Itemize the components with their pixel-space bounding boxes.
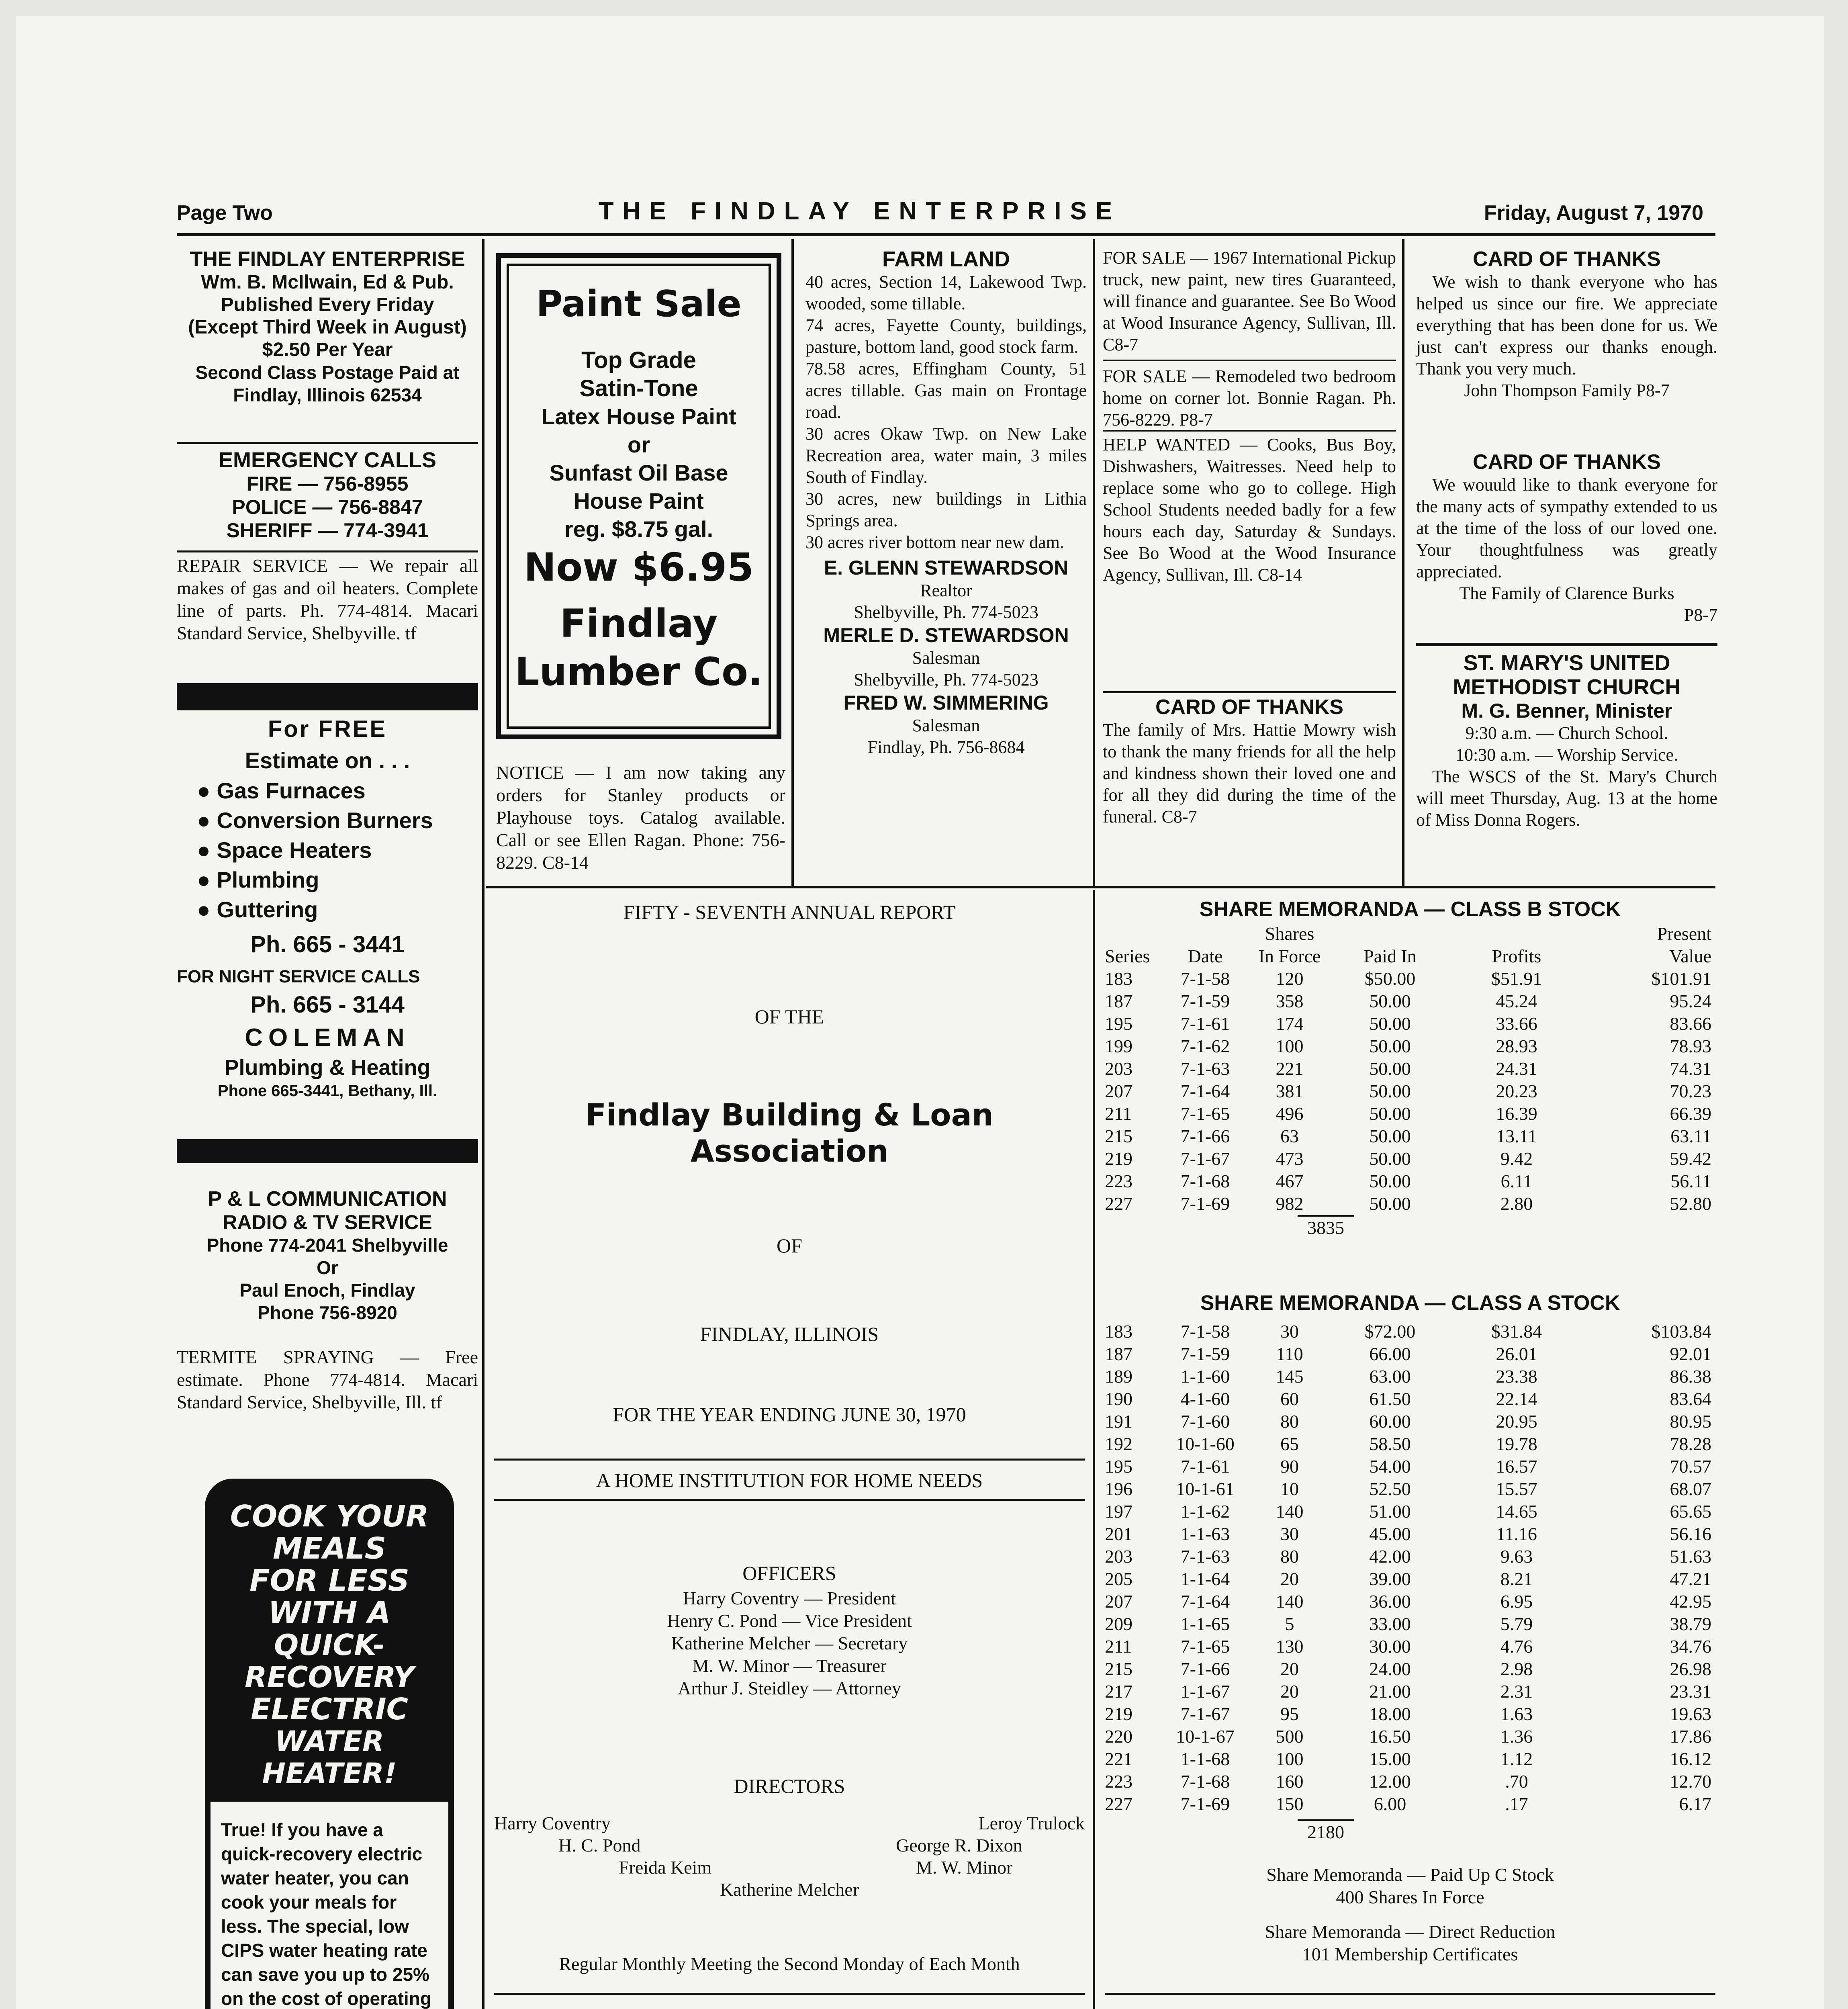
card-of-thanks-thompson: CARD OF THANKS We wish to thank everyone who has helped us since our fire. We appreciate everything that has been done for us. We just can't express our thanks enough. Thank you very much. John Thompson Family P8-7 [1416,248,1717,400]
table-cell: 45.24 [1496,991,1537,1011]
table-cell: 7-1-69 [1180,1794,1230,1814]
table-cell: 982 [1276,1193,1304,1214]
table-cell: 1-1-63 [1180,1524,1230,1544]
class-a-total: 2180 [1298,1819,1354,1843]
table-row [1105,1343,1715,1365]
table-cell: 20 [1280,1659,1299,1679]
table-cell: 223 [1105,1171,1133,1191]
cips-headline: COOK YOUR MEALS FOR LESS WITH A QUICK-RECOVERY ELECTRIC WATER HEATER! [211,1484,448,1802]
table-cell: 496 [1276,1103,1304,1124]
table-row [1105,1320,1715,1343]
table-cell: 66.39 [1670,1103,1711,1124]
column-rule [482,239,484,2009]
table-cell: 7-1-61 [1180,1456,1230,1477]
table-row [1105,1635,1715,1658]
table-cell: $101.91 [1651,968,1711,989]
table-cell: 56.16 [1670,1524,1711,1544]
table-cell: 1-1-67 [1180,1681,1230,1702]
table-cell: 4-1-60 [1180,1389,1230,1409]
annual-report-title: FIFTY - SEVENTH ANNUAL REPORT OF THE Findlay Building & Loan Association OF FINDLAY, ILLINOIS FOR THE YEAR ENDING JUNE 30, 1970 [494,900,1085,1426]
publisher-box: THE FINDLAY ENTERPRISE Wm. B. McIlwain, Ed & Pub. Published Every Friday (Except Third Week in August) $2.50 Per Year Second Class Postage Paid at Findlay, Illinois 62534 [188,248,467,405]
table-cell: 15.57 [1496,1479,1537,1499]
table-cell: 120 [1276,968,1304,989]
table-cell: 227 [1105,1794,1133,1814]
officers-list: OFFICERS Harry Coventry — President Henry C. Pond — Vice President Katherine Melcher — Secretary M. W. Minor — Treasurer Arthur J. Steidley — Attorney [667,1562,912,1698]
table-cell: 174 [1276,1013,1304,1034]
table-cell: 52.80 [1670,1193,1711,1214]
table-cell: 203 [1105,1546,1133,1567]
table-cell: 9.63 [1500,1546,1533,1567]
table-cell: 54.00 [1369,1456,1411,1477]
table-cell: 7-1-65 [1180,1103,1230,1124]
table-cell: 63.11 [1670,1126,1711,1146]
motto: A HOME INSTITUTION FOR HOME NEEDS [596,1469,983,1491]
table-cell: 192 [1105,1434,1133,1454]
table-row [1105,1500,1715,1523]
newspaper-page [16,16,1824,2009]
list-item: 78.58 acres, Effingham County, 51 acres tillable. Gas main on Frontage road. [805,359,1087,422]
table-cell: 17.86 [1670,1726,1711,1747]
truck-forsale-ad: FOR SALE — 1967 International Pickup truck, new paint, new tires Guaranteed, will finance and guarantee. See Bo Wood at Wood Insurance Agency, Sullivan, Ill. C8-7 [1103,248,1396,354]
table-cell: 187 [1105,1344,1133,1364]
list-item: ● Guttering [197,897,318,922]
table-cell: 86.38 [1670,1366,1711,1387]
table-cell: 63.00 [1369,1366,1411,1387]
coleman-ad: For FREE Estimate on . . . ● Gas Furnaces ● Conversion Burners ● Space Heaters ● Plumbing ● Guttering Ph. 665 - 3441 FOR NIGHT SERVICE CALLS Ph. 665 - 3144 COLEMAN Plumbing & Heating Phone 665-3441, Bethany, Ill. [177,713,478,1101]
table-cell: 34.76 [1670,1636,1711,1657]
table-row [1105,1365,1715,1388]
table-cell: 7-1-69 [1180,1193,1230,1214]
table-cell: 5 [1285,1614,1294,1634]
table-cell: 66.00 [1369,1344,1411,1364]
table-cell: 8.21 [1500,1569,1533,1589]
table-cell: 51.63 [1670,1546,1711,1567]
table-cell: 227 [1105,1193,1133,1214]
table-cell: 473 [1276,1148,1304,1169]
table-cell: 211 [1105,1636,1132,1657]
list-item: 74 acres, Fayette County, buildings, pasture, bottom land, good stock farm. [805,315,1087,357]
table-cell: 20 [1280,1681,1299,1702]
table-cell: .70 [1505,1771,1528,1792]
table-cell: 50.00 [1369,1013,1411,1034]
table-cell: 1-1-60 [1180,1366,1230,1387]
table-cell: 83.66 [1670,1013,1711,1034]
table-cell: 358 [1276,991,1304,1011]
table-cell: 6.95 [1500,1591,1533,1612]
directors-list: DIRECTORS Harry Coventry Leroy Trulock H. C. Pond George R. Dixon Freida Keim M. W. Minor Katherine Melcher [494,1775,1085,1900]
meeting-notice: Regular Monthly Meeting the Second Monday of Each Month [559,1954,1020,1974]
table-cell: 1-1-65 [1180,1614,1230,1634]
table-cell: 6.00 [1374,1794,1406,1814]
table-cell: 7-1-66 [1180,1126,1230,1146]
table-cell: 36.00 [1369,1591,1411,1612]
table-row [1105,1035,1715,1058]
table-cell: 33.66 [1496,1013,1537,1034]
table-cell: 2.80 [1500,1193,1533,1214]
table-cell: 130 [1276,1636,1304,1657]
table-cell: 95 [1280,1704,1299,1724]
farm-land-ad: FARM LAND 40 acres, Section 14, Lakewood Twp. wooded, some tillable. 74 acres, Fayette County, buildings, pasture, bottom land, good stock farm. 78.58 acres, Effingham County, 51 acres tillable. Gas main on Frontage road. 30 acres Okaw Twp. on New Lake Recreation area, water main, 3 miles South of Findlay. 30 acres, new buildings in Lithia Springs area. 30 acres river bottom near new dam. E. GLENN STEWARDSON Realtor Shelbyville, Ph. 774-5023 MERLE D. STEWARDSON Salesman Shelbyville, Ph. 774-5023 FRED W. SIMMERING Salesman Findlay, Ph. 756-8684 [805,247,1087,757]
table-cell: 11.16 [1496,1524,1537,1544]
table-cell: 7-1-60 [1180,1411,1230,1432]
table-cell: 221 [1105,1749,1133,1769]
table-cell: 30 [1280,1524,1299,1544]
table-cell: 203 [1105,1058,1133,1079]
table-cell: 195 [1105,1456,1133,1477]
table-cell: 78.28 [1670,1434,1711,1454]
table-cell: 7-1-67 [1180,1704,1230,1724]
table-cell: 95.24 [1670,991,1711,1011]
class-b-table: SHARE MEMORANDA — CLASS B STOCK Shares Present Series Date In Force Paid In Profits Value 183 7-1-58 120 $50.00 $51.91 $101.91 187 7-1-59 358 50.00 45.24 95.24 195 7-1-61 174 50.00 33.66 83.66 199 7-1-62 100 50.00 28.93 78.93 203 7-1-63 221 50.00 24.31 74.31 207 7-1-64 381 50.00 20.23 70.23 211 7-1-65 496 50.00 16.39 66.39 215 7-1-66 63 50.00 13.11 63.11 219 7-1-67 473 50.00 9.42 59.42 223 7-1-68 467 50.00 6.11 56.11 227 7-1-69 982 50.00 2.80 52.80 3835 [1105,896,1715,1239]
table-row [1105,1058,1715,1080]
table-cell: 60 [1280,1389,1299,1409]
table-cell: 110 [1276,1344,1303,1364]
table-cell: 52.50 [1369,1479,1411,1499]
table-cell: 80 [1280,1546,1299,1567]
table-cell: 70.23 [1670,1081,1711,1101]
table-cell: 19.78 [1496,1434,1537,1454]
help-wanted-ad: HELP WANTED — Cooks, Bus Boy, Dishwashers, Waitresses. Need help to replace some who go to college. High School Students needed badly for a few hours each day, Saturday & Sundays. See Bo Wood at the Wood Insurance Agency, Sullivan, Ill. C8-14 [1103,435,1396,585]
table-cell: 50.00 [1369,1171,1411,1191]
table-cell: 38.79 [1670,1614,1711,1634]
table-cell: 9.42 [1500,1148,1533,1169]
table-cell: 13.11 [1496,1126,1537,1146]
table-row [1105,1793,1715,1815]
table-cell: 7-1-64 [1180,1081,1230,1101]
table-cell: 160 [1276,1771,1304,1792]
paint-sale-ad: Paint Sale Top Grade Satin-Tone Latex House Paint or Sunfast Oil Base House Paint reg. $8.75 gal. Now $6.95 Findlay Lumber Co. [496,253,781,739]
table-cell: 24.31 [1496,1058,1537,1079]
column-rule [1093,890,1095,2009]
table-cell: 145 [1276,1366,1304,1387]
home-forsale-ad: FOR SALE — Remodeled two bedroom home on corner lot. Bonnie Ragan. Ph. 756-8229. P8-7 [1103,366,1396,430]
list-item: ● Conversion Burners [197,808,433,833]
table-row [1105,1748,1715,1770]
table-cell: 195 [1105,1013,1133,1034]
issue-date: Friday, August 7, 1970 [1484,201,1703,225]
table-row [1105,1080,1715,1103]
table-cell: 190 [1105,1389,1133,1409]
table-cell: 140 [1276,1591,1304,1612]
table-cell: 223 [1105,1771,1133,1792]
table-cell: $51.91 [1491,968,1542,989]
table-cell: 4.76 [1500,1636,1533,1657]
table-cell: 7-1-63 [1180,1546,1230,1567]
table-cell: 65.65 [1670,1501,1711,1522]
table-cell: 16.39 [1496,1103,1537,1124]
table-cell: 2.98 [1500,1659,1533,1679]
card-of-thanks-mowry: CARD OF THANKS The family of Mrs. Hattie Mowry wish to thank the many friends for all the help and kindness shown their loved one and for all they did during the time of the funeral. C8-7 [1103,696,1396,827]
table-cell: .17 [1505,1794,1528,1814]
table-row [1105,1455,1715,1478]
table-row [1105,1478,1715,1500]
table-cell: 45.00 [1369,1524,1411,1544]
table-cell: 183 [1105,1321,1133,1342]
table-cell: 24.00 [1369,1659,1411,1679]
table-cell: 6.17 [1679,1794,1711,1814]
table-row [1105,1410,1715,1433]
list-item: 30 acres river bottom near new dam. [805,532,1064,552]
table-cell: 7-1-68 [1180,1171,1230,1191]
table-cell: 207 [1105,1591,1133,1612]
table-cell: 16.50 [1369,1726,1411,1747]
table-cell: 19.63 [1670,1704,1711,1724]
table-cell: 381 [1276,1081,1304,1101]
table-cell: 26.01 [1496,1344,1537,1364]
table-cell: 187 [1105,991,1133,1011]
class-a-table: SHARE MEMORANDA — CLASS A STOCK 183 7-1-58 30 $72.00 $31.84 $103.84 187 7-1-59 110 66.00 26.01 92.01 189 1-1-60 145 63.00 23.38 86.38 190 4-1-60 60 61.50 22.14 83.64 191 7-1-60 80 60.00 20.95 80.95 192 10-1-60 65 58.50 19.78 78.28 195 7-1-61 90 54.00 16.57 70.57 196 10-1-61 10 52.50 15.57 68.07 197 1-1-62 140 51.00 14.65 65.65 201 1-1-63 30 45.00 11.16 56.16 203 7-1-63 80 42.00 9.63 51.63 205 1-1-64 20 39.00 8.21 47.21 207 7-1-64 140 36.00 6.95 42.95 209 1-1-65 5 33.00 5.79 38.79 211 7-1-65 130 30.00 4.76 34.76 215 7-1-66 20 24.00 2.98 26.98 217 1-1-67 20 21.00 2.31 23.31 219 7-1-67 95 18.00 1.63 19.63 220 10-1-67 500 16.50 1.36 17.86 221 1-1-68 100 15.00 1.12 16.12 223 7-1-68 160 12.00 .70 12.70 227 7-1-69 150 6.00 .17 6.17 2180 Share Memoranda — Paid Up C Stock 400 Shares In Force Share Memoranda — Direct Reduction 101 Membership Certificates [1105,1290,1715,1966]
church-notice: ST. MARY'S UNITED METHODIST CHURCH M. G. Benner, Minister 9:30 a.m. — Church School. 10:30 a.m. — Worship Service. The WSCS of the St. Mary's Church will meet Thursday, Aug. 13 at the home of Miss Donna Rogers. [1416,651,1717,830]
table-cell: 7-1-58 [1180,968,1230,989]
table-cell: 50.00 [1369,991,1411,1011]
emergency-calls: EMERGENCY CALLS FIRE — 756-8955 POLICE — 756-8847 SHERIFF — 774-3941 [218,448,437,542]
table-cell: 23.31 [1670,1681,1711,1702]
table-cell: 467 [1276,1171,1304,1191]
table-cell: 15.00 [1369,1749,1411,1769]
table-cell: 207 [1105,1081,1133,1101]
table-cell: 500 [1276,1726,1304,1747]
table-cell: 1.36 [1500,1726,1533,1747]
table-cell: 150 [1276,1794,1304,1814]
table-cell: 18.00 [1369,1704,1411,1724]
table-cell: 50.00 [1369,1036,1411,1056]
table-cell: 219 [1105,1704,1133,1724]
table-cell: 7-1-65 [1180,1636,1230,1657]
table-cell: 7-1-63 [1180,1058,1230,1079]
table-cell: 68.07 [1670,1479,1711,1499]
class-b-total: 3835 [1298,1215,1354,1239]
table-row [1105,968,1715,990]
list-item: 30 acres, new buildings in Lithia Springs area. [805,489,1087,530]
table-cell: 50.00 [1369,1193,1411,1214]
list-item: 40 acres, Section 14, Lakewood Twp. wooded, some tillable. [805,272,1087,313]
table-cell: 59.42 [1670,1148,1711,1169]
table-cell: 16.57 [1496,1456,1537,1477]
table-cell: 7-1-68 [1180,1771,1230,1792]
table-cell: 65 [1280,1434,1299,1454]
table-cell: 16.12 [1670,1749,1711,1769]
table-cell: 215 [1105,1126,1133,1146]
table-cell: 10-1-67 [1176,1726,1235,1747]
table-row [1105,1703,1715,1725]
table-row [1105,1658,1715,1680]
table-row [1105,1725,1715,1748]
table-cell: 50.00 [1369,1058,1411,1079]
table-cell: 220 [1105,1726,1133,1747]
table-cell: 90 [1280,1456,1299,1477]
table-cell: 50.00 [1369,1148,1411,1169]
table-cell: 6.11 [1500,1171,1533,1191]
table-row [1105,1770,1715,1793]
table-cell: 23.38 [1496,1366,1537,1387]
table-cell: 42.00 [1369,1546,1411,1567]
table-cell: 61.50 [1369,1389,1411,1409]
table-cell: 50.00 [1369,1103,1411,1124]
pl-communication-ad: P & L COMMUNICATION RADIO & TV SERVICE Phone 774-2041 Shelbyville Or Paul Enoch, Findlay Phone 756-8920 [206,1187,448,1323]
table-cell: 183 [1105,968,1133,989]
table-cell: 33.00 [1369,1614,1411,1634]
table-cell: 56.11 [1670,1171,1711,1191]
list-item: ● Plumbing [197,867,319,892]
table-cell: 7-1-67 [1180,1148,1230,1169]
cips-body: True! If you have a quick-recovery electric water heater, you can cook your meals for less. The special, low CIPS water heating rate can save you up to 25% on the cost of operating [221,1819,431,2009]
table-cell: 217 [1105,1681,1133,1702]
table-cell: 50.00 [1369,1126,1411,1146]
table-cell: 7-1-64 [1180,1591,1230,1612]
table-row [1105,1148,1715,1170]
table-cell: 60.00 [1369,1411,1411,1432]
table-cell: 100 [1276,1749,1304,1769]
table-cell: 21.00 [1369,1681,1411,1702]
section-rule [486,886,1715,888]
table-row [1105,1523,1715,1545]
table-cell: $50.00 [1364,968,1416,989]
table-cell: 215 [1105,1659,1133,1679]
table-cell: 70.57 [1670,1456,1711,1477]
association-name: Findlay Building & Loan Association [585,1097,994,1169]
table-cell: 7-1-61 [1180,1013,1230,1034]
table-cell: 26.98 [1670,1659,1711,1679]
list-item: ● Gas Furnaces [197,778,366,803]
table-cell: 209 [1105,1614,1133,1634]
table-cell: 10-1-60 [1176,1434,1235,1454]
table-row [1105,1680,1715,1703]
table-cell: 74.31 [1670,1058,1711,1079]
table-row [1105,1013,1715,1035]
table-cell: 10 [1280,1479,1299,1499]
table-cell: 7-1-59 [1180,991,1230,1011]
sale-price: Now $6.95 [523,545,754,590]
table-cell: 78.93 [1670,1036,1711,1056]
termite-spraying-ad: TERMITE SPRAYING — Free estimate. Phone 774-4814. Macari Standard Service, Shelbyville, Ill. tf [177,1347,478,1412]
table-cell: 197 [1105,1501,1133,1522]
table-cell: $31.84 [1491,1321,1542,1342]
table-row [1105,1433,1715,1455]
table-cell: 63 [1280,1126,1299,1146]
table-cell: 221 [1276,1058,1304,1079]
table-cell: 20 [1280,1569,1299,1589]
table-cell: 1-1-68 [1180,1749,1230,1769]
table-cell: 20.23 [1496,1081,1537,1101]
repair-service-ad: REPAIR SERVICE — We repair all makes of gas and oil heaters. Complete line of parts. Ph. 774-4814. Macari Standard Service, Shelbyville. tf [177,555,478,643]
table-cell: 1.63 [1500,1704,1533,1724]
table-cell: 1-1-62 [1180,1501,1230,1522]
table-cell: 30.00 [1369,1636,1411,1657]
table-cell: 7-1-58 [1180,1321,1230,1342]
table-cell: $72.00 [1364,1321,1416,1342]
table-row [1105,1103,1715,1125]
table-cell: 1-1-64 [1180,1569,1230,1589]
table-cell: 211 [1105,1103,1132,1124]
table-row [1105,1125,1715,1148]
list-item: ● Space Heaters [197,837,372,863]
table-cell: 14.65 [1496,1501,1537,1522]
table-row [1105,1388,1715,1410]
list-item: 30 acres Okaw Twp. on New Lake Recreation area, water main, 3 miles South of Findlay. [805,424,1087,487]
stanley-notice: NOTICE — I am now taking any orders for Stanley products or Playhouse toys. Catalog available. Call or see Ellen Ragan. Phone: 756-8229. C8-14 [496,762,785,873]
table-row [1105,1568,1715,1590]
table-cell: 80.95 [1670,1411,1711,1432]
table-cell: 1.12 [1500,1749,1533,1769]
cips-water-heater-ad [205,1479,454,2009]
table-cell: 7-1-59 [1180,1344,1230,1364]
table-row [1105,1193,1715,1215]
column-rule [1093,239,1095,886]
table-cell: 12.00 [1369,1771,1411,1792]
table-cell: 51.00 [1369,1501,1411,1522]
table-cell: 5.79 [1500,1614,1533,1634]
masthead-rule [177,233,1715,236]
table-cell: 58.50 [1369,1434,1411,1454]
table-cell: 191 [1105,1411,1133,1432]
table-cell: 50.00 [1369,1081,1411,1101]
table-cell: 22.14 [1496,1389,1537,1409]
table-cell: 28.93 [1496,1036,1537,1056]
table-cell: 39.00 [1369,1569,1411,1589]
table-cell: 205 [1105,1569,1133,1589]
table-cell: 7-1-66 [1180,1659,1230,1679]
table-cell: 12.70 [1670,1771,1711,1792]
table-cell: 201 [1105,1524,1133,1544]
table-cell: 20.95 [1496,1411,1537,1432]
table-cell: 42.95 [1670,1591,1711,1612]
table-cell: 100 [1276,1036,1304,1056]
table-cell: 219 [1105,1148,1133,1169]
table-cell: 47.21 [1670,1569,1711,1589]
table-row [1105,1170,1715,1193]
table-cell: 83.64 [1670,1389,1711,1409]
table-cell: 10-1-61 [1176,1479,1235,1499]
table-cell: 196 [1105,1479,1133,1499]
table-cell: 80 [1280,1411,1299,1432]
column-rule [1402,239,1404,886]
table-row [1105,1545,1715,1568]
table-cell: 189 [1105,1366,1133,1387]
table-cell: 199 [1105,1036,1133,1056]
table-row [1105,1613,1715,1635]
table-cell: 92.01 [1670,1344,1711,1364]
table-cell: 7-1-62 [1180,1036,1230,1056]
table-row [1105,1590,1715,1613]
masthead-title: THE FINDLAY ENTERPRISE [598,197,1121,225]
table-cell: 30 [1280,1321,1299,1342]
table-cell: 2.31 [1500,1681,1533,1702]
card-of-thanks-burks: CARD OF THANKS We wouuld like to thank everyone for the many acts of sympathy extended to us at the time of the loss of our loved one. Your thoughtfulness was greatly appreciated. The Family of Clarence Burks P8-7 [1416,450,1717,625]
table-cell: $103.84 [1651,1321,1711,1342]
column-rule [791,239,794,886]
page-number: Page Two [177,201,273,225]
table-row [1105,990,1715,1013]
table-cell: 140 [1276,1501,1304,1522]
